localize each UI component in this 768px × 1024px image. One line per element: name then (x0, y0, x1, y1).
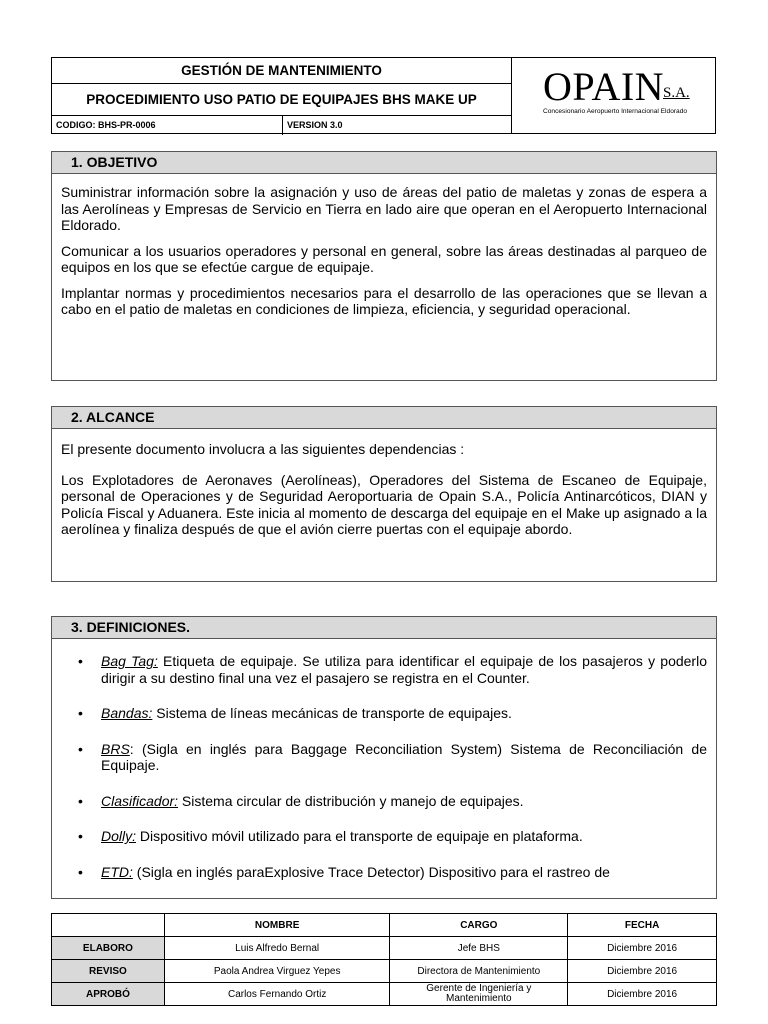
list-item (61, 864, 707, 881)
table-row (52, 937, 717, 960)
bullet: • (78, 705, 83, 721)
header-subtitle: PROCEDIMIENTO USO PATIO DE EQUIPAJES BHS MAKE UP (52, 84, 511, 116)
bullet: • (78, 740, 83, 757)
table-row (52, 983, 717, 1006)
opain-logo (512, 58, 717, 135)
definition-text: Dispositivo móvil utilizado para el transporte de equipaje en plataforma. (136, 828, 583, 844)
table-row (52, 960, 717, 983)
definition-text: Etiqueta de equipaje. Se utiliza para identificar el equipaje de los pasajeros y poderlo dirigir a su destino final una vez el pasajero se registra en el Counter. (101, 653, 707, 686)
cell-nombre: Luis Alfredo Bernal (164, 937, 390, 960)
paragraph: El presente documento involucra a las siguientes dependencias : (61, 441, 465, 457)
definition-text: (Sigla en inglés paraExplosive Trace Detector) Dispositivo para el rastreo de (132, 863, 610, 880)
cell-cargo: Jefe BHS (390, 937, 568, 960)
definition-term: Bag Tag: (101, 653, 158, 669)
section-body (52, 639, 716, 880)
paragraph: Implantar normas y procedimientos necesarios para el desarrollo de las operaciones que se llevan a cabo en el patio de maletas en condiciones de limpieza, eficiencia, y seguridad operacional. (61, 284, 707, 317)
section-body (52, 174, 716, 318)
column-header-cargo: CARGO (390, 914, 568, 937)
cell-cargo: Directora de Mantenimiento (390, 960, 568, 983)
document-version: VERSION 3.0 (287, 120, 343, 130)
document-header (51, 57, 716, 134)
column-header-nombre: NOMBRE (164, 914, 390, 937)
header-empty-cell (52, 914, 165, 937)
header-title: GESTIÓN DE MANTENIMIENTO (52, 58, 511, 84)
section-heading: 2. ALCANCE (52, 407, 716, 429)
definition-term: BRS (101, 740, 130, 757)
header-info (52, 58, 512, 133)
logo-tagline: Concesionario Aeropuerto Internacional Eldorado (543, 108, 688, 115)
bullet: • (78, 863, 83, 880)
table-header-row (52, 914, 717, 937)
section-body (52, 429, 716, 538)
cell-fecha: Diciembre 2016 (568, 937, 717, 960)
section-alcance (51, 406, 717, 582)
definition-term: Bandas: (101, 705, 153, 721)
paragraph: Suministrar información sobre la asignación y uso de áreas del patio de maletas y zonas de espera a las Aerolíneas y Empresas de Servicio en Tierra en lado aire que operan en el Aeropuerto Internacional Eldorado. (61, 184, 707, 233)
section-objetivo (51, 151, 717, 381)
list-item (61, 741, 707, 774)
meta-divider (282, 116, 283, 135)
list-item (61, 793, 707, 810)
cell-nombre: Paola Andrea Virguez Yepes (164, 960, 390, 983)
column-header-fecha: FECHA (568, 914, 717, 937)
list-item (61, 828, 707, 845)
section-definiciones (51, 616, 717, 899)
bullet: • (78, 653, 83, 669)
definition-text: Sistema de líneas mecánicas de transporte de equipajes. (152, 705, 512, 721)
definition-term: Clasificador: (101, 792, 179, 809)
definitions-list (61, 653, 707, 880)
logo-sa: S.A. (663, 85, 690, 101)
signature-table (51, 913, 717, 1006)
logo-wordmark: OPAIN (543, 64, 665, 109)
definition-text: Sistema circular de distribución y manejo de equipajes. (178, 792, 524, 809)
definition-term: Dolly: (101, 828, 137, 844)
definition-term: ETD: (101, 863, 133, 880)
section-heading: 3. DEFINICIONES. (52, 617, 716, 639)
bullet: • (78, 828, 83, 844)
bullet: • (78, 792, 83, 809)
row-label: APROBÓ (52, 983, 165, 1006)
cell-cargo: Gerente de Ingeniería y Mantenimiento (390, 983, 568, 1006)
row-label: REVISO (52, 960, 165, 983)
definition-text: : (Sigla en inglés para Baggage Reconciliation System) Sistema de Reconciliación de Equipaje. (101, 740, 707, 773)
cell-fecha: Diciembre 2016 (568, 983, 717, 1006)
list-item (61, 653, 707, 686)
cell-fecha: Diciembre 2016 (568, 960, 717, 983)
paragraph: Comunicar a los usuarios operadores y personal en general, sobre las áreas destinadas al parqueo de equipos en los que se efectúe cargue de equipaje. (61, 242, 707, 275)
paragraph: Los Explotadores de Aeronaves (Aerolíneas), Operadores del Sistema de Escaneo de Equipaje, personal de Operaciones y de Seguridad Aeroportuaria de Opain S.A., Policía Antinarcóticos, DIAN y Policía Fiscal y Aduanera. Este inicia al momento de descarga del equipaje en el Make up asignado a la aerolínea y finaliza después de que el avión cierre puertas con el equipaje abordo. (61, 471, 707, 537)
list-item (61, 705, 707, 722)
cell-nombre: Carlos Fernando Ortiz (164, 983, 390, 1006)
row-label: ELABORO (52, 937, 165, 960)
document-code: CODIGO: BHS-PR-0006 (56, 120, 156, 130)
section-heading: 1. OBJETIVO (52, 152, 716, 174)
header-meta (52, 116, 511, 135)
